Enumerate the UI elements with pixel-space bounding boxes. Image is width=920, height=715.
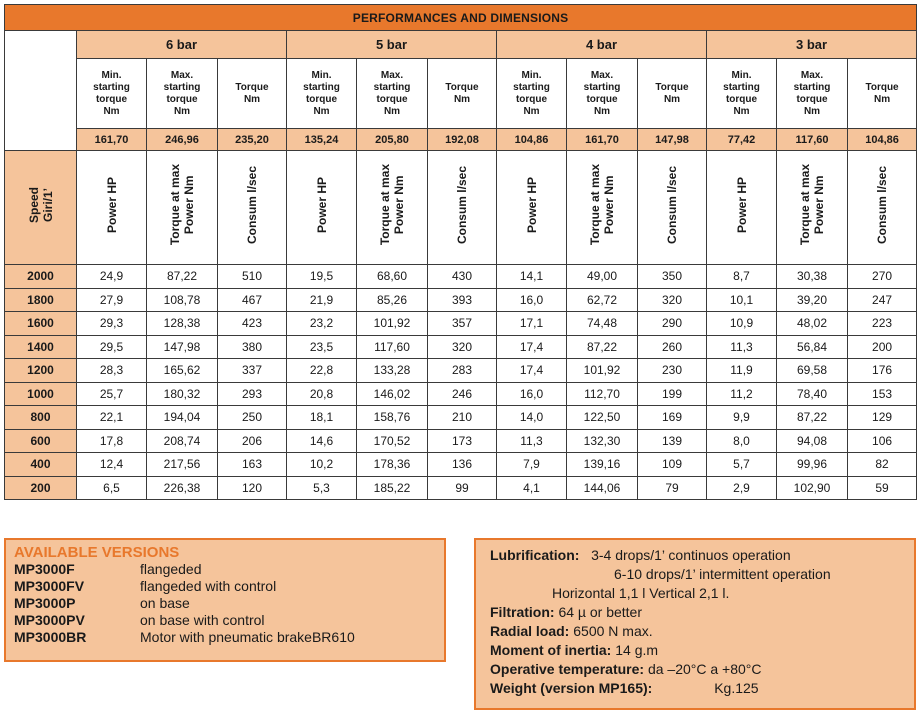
column-header-text — [455, 166, 469, 244]
header-line: Consum l/sec — [455, 165, 469, 245]
table-cell: 380 — [218, 335, 287, 359]
column-header-text — [798, 164, 826, 245]
header-line: Power Nm — [182, 175, 196, 235]
version-code: MP3000P — [14, 595, 76, 611]
table-cell: 4,1 — [497, 476, 567, 500]
lubrification-line — [490, 546, 900, 565]
header-line: Nm — [243, 93, 261, 105]
column-header-text — [168, 164, 196, 245]
table-cell: 217,56 — [147, 453, 218, 477]
header-line: Max. — [590, 69, 614, 81]
table-cell: 133,28 — [357, 359, 428, 383]
header-line: Torque — [445, 81, 479, 93]
header-line: Power HP — [524, 176, 539, 233]
table-cell: 170,52 — [357, 429, 428, 453]
table-cell: 173 — [428, 429, 497, 453]
header-line: Nm — [733, 105, 750, 117]
starting-header-1-2 — [147, 59, 218, 129]
speed-cell: 2000 — [5, 265, 77, 289]
speed-cell: 1600 — [5, 312, 77, 336]
table-cell: 139 — [638, 429, 707, 453]
header-line: Nm — [873, 93, 891, 105]
weight-label: Weight (version MP165): — [490, 680, 653, 696]
lubrification-value-1: 3-4 drops/1’ continuos operation — [591, 547, 791, 563]
column-header-3-1 — [497, 151, 567, 265]
table-cell: 176 — [848, 359, 917, 383]
table-cell: 39,20 — [777, 288, 848, 312]
starting-header-3-1 — [497, 59, 567, 129]
starting-value: 205,80 — [357, 129, 428, 151]
table-cell: 129 — [848, 406, 917, 430]
table-row — [5, 406, 917, 430]
starting-value: 117,60 — [777, 129, 848, 151]
table-row — [5, 265, 917, 289]
table-cell: 17,8 — [77, 429, 147, 453]
speed-header-line: Speed — [26, 186, 41, 223]
table-cell: 120 — [218, 476, 287, 500]
table-cell: 357 — [428, 312, 497, 336]
table-cell: 29,3 — [77, 312, 147, 336]
header-line: Torque at max — [588, 164, 602, 246]
column-header-text — [245, 166, 259, 244]
header-line: Power Nm — [392, 175, 406, 235]
version-item — [14, 578, 436, 595]
header-line: Torque at max — [378, 164, 392, 246]
table-cell: 101,92 — [567, 359, 638, 383]
header-line: Consum l/sec — [665, 165, 679, 245]
weight-value: Kg.125 — [714, 680, 759, 696]
specifications-box — [474, 538, 916, 710]
column-header-text — [735, 177, 749, 233]
table-cell: 393 — [428, 288, 497, 312]
column-header-1-3 — [218, 151, 287, 265]
version-description: on base with control — [140, 612, 265, 628]
starting-value: 147,98 — [638, 129, 707, 151]
header-line: Consum l/sec — [245, 165, 259, 245]
table-cell: 169 — [638, 406, 707, 430]
header-line: Torque — [865, 81, 899, 93]
lubrification-line-2 — [490, 565, 900, 584]
table-cell: 5,7 — [707, 453, 777, 477]
table-cell: 260 — [638, 335, 707, 359]
table-cell: 23,5 — [287, 335, 357, 359]
table-cell: 136 — [428, 453, 497, 477]
table-cell: 14,0 — [497, 406, 567, 430]
table-cell: 24,9 — [77, 265, 147, 289]
column-header-4-1 — [707, 151, 777, 265]
inertia-value: 14 g.m — [615, 642, 659, 658]
lubrification-value-3: Horizontal 1,1 l Vertical 2,1 l. — [552, 585, 730, 601]
version-code: MP3000F — [14, 561, 75, 577]
header-line: Power Nm — [602, 175, 616, 235]
table-cell: 153 — [848, 382, 917, 406]
column-header-1-2 — [147, 151, 218, 265]
pressure-header-3: 4 bar — [497, 31, 707, 59]
header-line: starting — [303, 81, 340, 93]
table-cell: 68,60 — [357, 265, 428, 289]
header-line: Nm — [173, 105, 191, 117]
column-header-2-3 — [428, 151, 497, 265]
header-line: torque — [796, 93, 828, 105]
starting-header-1-3 — [218, 59, 287, 129]
starting-header-2-1 — [287, 59, 357, 129]
table-cell: 21,9 — [287, 288, 357, 312]
table-cell: 8,7 — [707, 265, 777, 289]
header-line: Power Nm — [812, 175, 826, 235]
table-cell: 48,02 — [777, 312, 848, 336]
table-cell: 14,6 — [287, 429, 357, 453]
lubrification-line-3 — [490, 584, 900, 603]
version-item — [14, 629, 436, 646]
column-header-text — [875, 166, 889, 244]
header-line: Nm — [103, 105, 120, 117]
table-cell: 78,40 — [777, 382, 848, 406]
table-cell: 5,3 — [287, 476, 357, 500]
starting-value: 161,70 — [567, 129, 638, 151]
table-cell: 11,2 — [707, 382, 777, 406]
header-line: Consum l/sec — [875, 165, 890, 245]
header-line: Torque at max — [168, 164, 182, 246]
starting-value: 246,96 — [147, 129, 218, 151]
table-cell: 185,22 — [357, 476, 428, 500]
speed-cell: 1400 — [5, 335, 77, 359]
table-cell: 226,38 — [147, 476, 218, 500]
table-cell: 210 — [428, 406, 497, 430]
header-line: Torque — [655, 81, 689, 93]
header-line: Power HP — [734, 176, 749, 233]
table-cell: 11,3 — [707, 335, 777, 359]
starting-header-4-3 — [848, 59, 917, 129]
header-line: torque — [305, 93, 338, 105]
radial-load-value: 6500 N max. — [573, 623, 653, 639]
table-cell: 510 — [218, 265, 287, 289]
starting-header-3-2 — [567, 59, 638, 129]
table-cell: 11,3 — [497, 429, 567, 453]
table-cell: 10,1 — [707, 288, 777, 312]
column-header-2-1 — [287, 151, 357, 265]
starting-header-4-2 — [777, 59, 848, 129]
table-cell: 14,1 — [497, 265, 567, 289]
table-cell: 49,00 — [567, 265, 638, 289]
speed-cell: 200 — [5, 476, 77, 500]
table-cell: 144,06 — [567, 476, 638, 500]
table-cell: 59 — [848, 476, 917, 500]
table-cell: 163 — [218, 453, 287, 477]
table-cell: 180,32 — [147, 382, 218, 406]
table-cell: 85,26 — [357, 288, 428, 312]
starting-header-2-3 — [428, 59, 497, 129]
column-header-2-2 — [357, 151, 428, 265]
header-line: starting — [793, 81, 831, 93]
temperature-value: da –20°C a +80°C — [647, 661, 762, 677]
column-header-3-2 — [567, 151, 638, 265]
speed-cell: 1800 — [5, 288, 77, 312]
column-header-text — [378, 164, 406, 245]
filtration-line — [490, 603, 900, 622]
header-line: starting — [163, 81, 201, 93]
table-cell: 23,2 — [287, 312, 357, 336]
version-description: on base — [140, 595, 190, 611]
table-cell: 19,5 — [287, 265, 357, 289]
header-line: torque — [95, 93, 128, 105]
starting-value: 77,42 — [707, 129, 777, 151]
header-line: Power HP — [314, 176, 329, 233]
header-line: Nm — [523, 105, 540, 117]
header-line: Power HP — [104, 176, 119, 233]
table-cell: 146,02 — [357, 382, 428, 406]
table-cell: 206 — [218, 429, 287, 453]
table-row — [5, 476, 917, 500]
speed-header-line: Giri/1’ — [40, 187, 55, 222]
column-header-text — [525, 177, 539, 233]
table-cell: 28,3 — [77, 359, 147, 383]
table-cell: 246 — [428, 382, 497, 406]
table-cell: 94,08 — [777, 429, 848, 453]
header-line: torque — [725, 93, 758, 105]
table-cell: 6,5 — [77, 476, 147, 500]
table-title: PERFORMANCES AND DIMENSIONS — [5, 5, 917, 31]
header-line: Nm — [453, 93, 471, 105]
table-cell: 62,72 — [567, 288, 638, 312]
table-cell: 128,38 — [147, 312, 218, 336]
header-line: starting — [513, 81, 550, 93]
version-code: MP3000BR — [14, 629, 87, 645]
header-line: starting — [373, 81, 411, 93]
version-item — [14, 612, 436, 629]
pressure-header-2: 5 bar — [287, 31, 497, 59]
weight-line — [490, 679, 900, 698]
speed-cell: 1200 — [5, 359, 77, 383]
corner-blank — [5, 31, 77, 151]
table-cell: 87,22 — [777, 406, 848, 430]
table-cell: 87,22 — [147, 265, 218, 289]
header-line: starting — [723, 81, 760, 93]
table-cell: 9,9 — [707, 406, 777, 430]
table-cell: 230 — [638, 359, 707, 383]
column-header-text — [315, 177, 329, 233]
header-line: Nm — [803, 105, 821, 117]
table-cell: 99,96 — [777, 453, 848, 477]
table-cell: 17,1 — [497, 312, 567, 336]
filtration-label: Filtration: — [490, 604, 555, 620]
table-cell: 18,1 — [287, 406, 357, 430]
table-cell: 10,9 — [707, 312, 777, 336]
speed-header — [5, 151, 77, 265]
starting-value: 135,24 — [287, 129, 357, 151]
table-row — [5, 453, 917, 477]
performance-table — [4, 4, 917, 500]
table-cell: 122,50 — [567, 406, 638, 430]
column-header-text — [105, 177, 119, 233]
table-cell: 290 — [638, 312, 707, 336]
pressure-header-4: 3 bar — [707, 31, 917, 59]
header-line: torque — [586, 93, 618, 105]
pressure-header-1: 6 bar — [77, 31, 287, 59]
table-cell: 101,92 — [357, 312, 428, 336]
header-line: starting — [583, 81, 621, 93]
column-header-4-3 — [848, 151, 917, 265]
filtration-value: 64 µ or better — [558, 604, 642, 620]
table-cell: 16,0 — [497, 382, 567, 406]
header-line: Nm — [313, 105, 330, 117]
lubrification-value-2: 6-10 drops/1’ intermittent operation — [614, 566, 831, 582]
table-cell: 350 — [638, 265, 707, 289]
column-header-1-1 — [77, 151, 147, 265]
table-cell: 223 — [848, 312, 917, 336]
starting-value: 161,70 — [77, 129, 147, 151]
header-line: Max. — [800, 69, 824, 81]
starting-header-3-3 — [638, 59, 707, 129]
header-line: Min. — [101, 69, 122, 81]
table-cell: 108,78 — [147, 288, 218, 312]
temperature-label: Operative temperature: — [490, 661, 645, 677]
inertia-line — [490, 641, 900, 660]
column-header-4-2 — [777, 151, 848, 265]
version-description: flangeded — [140, 561, 202, 577]
table-cell: 17,4 — [497, 359, 567, 383]
header-line: torque — [166, 93, 198, 105]
header-line: Nm — [383, 105, 401, 117]
header-line: Min. — [521, 69, 542, 81]
table-cell: 430 — [428, 265, 497, 289]
table-cell: 467 — [218, 288, 287, 312]
table-cell: 17,4 — [497, 335, 567, 359]
header-line: torque — [376, 93, 408, 105]
table-cell: 117,60 — [357, 335, 428, 359]
versions-title: AVAILABLE VERSIONS — [14, 544, 180, 561]
table-cell: 109 — [638, 453, 707, 477]
table-cell: 25,7 — [77, 382, 147, 406]
table-cell: 22,1 — [77, 406, 147, 430]
table-cell: 7,9 — [497, 453, 567, 477]
table-cell: 320 — [638, 288, 707, 312]
table-cell: 158,76 — [357, 406, 428, 430]
starting-value: 104,86 — [497, 129, 567, 151]
temperature-line — [490, 660, 900, 679]
version-code: MP3000PV — [14, 612, 85, 628]
header-line: Min. — [311, 69, 332, 81]
version-description: flangeded with control — [140, 578, 277, 594]
table-cell: 82 — [848, 453, 917, 477]
header-line: Nm — [663, 93, 681, 105]
radial-load-label: Radial load: — [490, 623, 570, 639]
table-cell: 139,16 — [567, 453, 638, 477]
table-cell: 199 — [638, 382, 707, 406]
radial-load-line — [490, 622, 900, 641]
versions-list — [14, 561, 436, 646]
table-row — [5, 335, 917, 359]
table-cell: 11,9 — [707, 359, 777, 383]
header-line: Max. — [170, 69, 194, 81]
table-cell: 320 — [428, 335, 497, 359]
table-cell: 20,8 — [287, 382, 357, 406]
table-cell: 29,5 — [77, 335, 147, 359]
table-cell: 30,38 — [777, 265, 848, 289]
version-item — [14, 561, 436, 578]
table-row — [5, 429, 917, 453]
column-header-text — [588, 164, 616, 245]
table-cell: 165,62 — [147, 359, 218, 383]
inertia-label: Moment of inertia: — [490, 642, 612, 658]
available-versions-box — [4, 538, 446, 662]
column-header-3-3 — [638, 151, 707, 265]
table-cell: 99 — [428, 476, 497, 500]
table-cell: 56,84 — [777, 335, 848, 359]
speed-cell: 1000 — [5, 382, 77, 406]
version-code: MP3000FV — [14, 578, 85, 594]
starting-header-2-2 — [357, 59, 428, 129]
table-cell: 293 — [218, 382, 287, 406]
table-cell: 250 — [218, 406, 287, 430]
header-line: Nm — [593, 105, 611, 117]
table-cell: 270 — [848, 265, 917, 289]
table-row — [5, 382, 917, 406]
table-cell: 22,8 — [287, 359, 357, 383]
table-cell: 2,9 — [707, 476, 777, 500]
lubrification-label: Lubrification: — [490, 547, 580, 563]
starting-value: 235,20 — [218, 129, 287, 151]
table-cell: 106 — [848, 429, 917, 453]
table-cell: 79 — [638, 476, 707, 500]
table-row — [5, 288, 917, 312]
starting-value: 192,08 — [428, 129, 497, 151]
header-line: starting — [93, 81, 130, 93]
table-cell: 112,70 — [567, 382, 638, 406]
table-cell: 27,9 — [77, 288, 147, 312]
header-line: Torque — [235, 81, 269, 93]
table-row — [5, 359, 917, 383]
table-row — [5, 312, 917, 336]
column-header-text — [665, 166, 679, 244]
table-cell: 337 — [218, 359, 287, 383]
table-cell: 132,30 — [567, 429, 638, 453]
starting-header-4-1 — [707, 59, 777, 129]
table-cell: 194,04 — [147, 406, 218, 430]
version-description: Motor with pneumatic brakeBR610 — [140, 629, 355, 645]
speed-cell: 600 — [5, 429, 77, 453]
speed-cell: 400 — [5, 453, 77, 477]
header-line: Max. — [380, 69, 404, 81]
table-cell: 283 — [428, 359, 497, 383]
header-line: torque — [515, 93, 548, 105]
table-cell: 8,0 — [707, 429, 777, 453]
header-line: Torque at max — [798, 164, 812, 246]
table-cell: 87,22 — [567, 335, 638, 359]
header-line: Min. — [731, 69, 752, 81]
table-cell: 10,2 — [287, 453, 357, 477]
table-cell: 74,48 — [567, 312, 638, 336]
starting-value: 104,86 — [848, 129, 917, 151]
starting-header-1-1 — [77, 59, 147, 129]
version-item — [14, 595, 436, 612]
table-cell: 178,36 — [357, 453, 428, 477]
table-cell: 208,74 — [147, 429, 218, 453]
table-cell: 200 — [848, 335, 917, 359]
table-cell: 102,90 — [777, 476, 848, 500]
speed-cell: 800 — [5, 406, 77, 430]
table-cell: 69,58 — [777, 359, 848, 383]
table-cell: 147,98 — [147, 335, 218, 359]
table-cell: 247 — [848, 288, 917, 312]
table-cell: 16,0 — [497, 288, 567, 312]
table-cell: 423 — [218, 312, 287, 336]
table-cell: 12,4 — [77, 453, 147, 477]
